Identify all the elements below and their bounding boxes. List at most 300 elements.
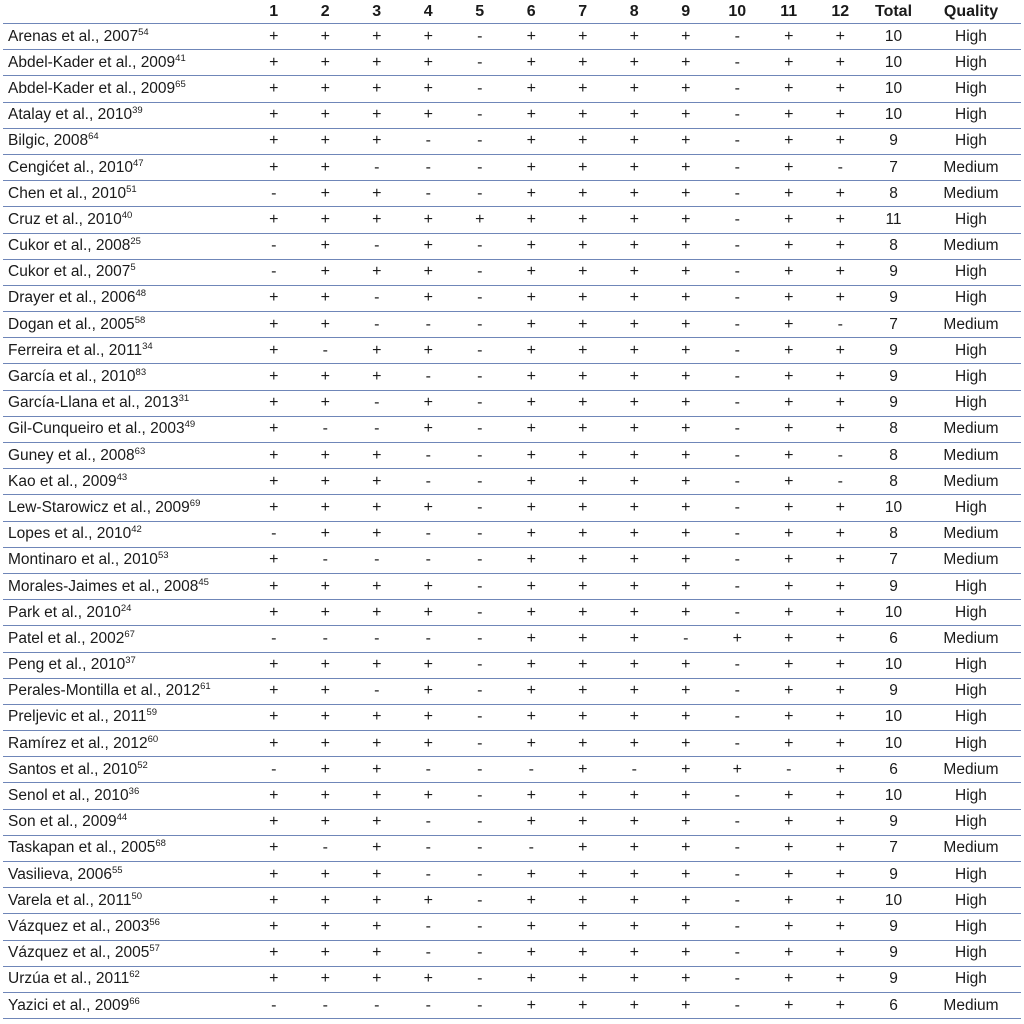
- criterion-mark: +: [248, 835, 300, 861]
- table-row: [3, 50, 1021, 76]
- study-cell: [3, 521, 248, 547]
- criterion-mark: +: [609, 966, 661, 992]
- criterion-mark: +: [506, 181, 558, 207]
- criterion-mark: +: [609, 652, 661, 678]
- criterion-mark: -: [454, 469, 506, 495]
- criterion-mark: -: [351, 547, 403, 573]
- criterion-mark: -: [351, 154, 403, 180]
- criterion-mark: +: [815, 573, 867, 599]
- criterion-mark: -: [403, 626, 455, 652]
- criterion-mark: -: [403, 521, 455, 547]
- criterion-mark: +: [557, 547, 609, 573]
- criterion-mark: +: [815, 128, 867, 154]
- criterion-mark: +: [351, 835, 403, 861]
- criterion-mark: +: [660, 678, 712, 704]
- quality-rating: High: [921, 128, 1021, 154]
- column-header: 3: [351, 0, 403, 24]
- criterion-mark: +: [300, 521, 352, 547]
- criterion-mark: +: [403, 731, 455, 757]
- criterion-mark: +: [763, 338, 815, 364]
- total-score: 10: [866, 888, 921, 914]
- criterion-mark: +: [557, 364, 609, 390]
- total-score: 6: [866, 626, 921, 652]
- study-author: Park et al., 2010: [8, 603, 121, 621]
- total-score: 7: [866, 312, 921, 338]
- criterion-mark: -: [403, 443, 455, 469]
- table-row: [3, 914, 1021, 940]
- criterion-mark: +: [300, 259, 352, 285]
- quality-rating: High: [921, 914, 1021, 940]
- criterion-mark: -: [712, 547, 764, 573]
- total-score: 9: [866, 128, 921, 154]
- criterion-mark: +: [300, 573, 352, 599]
- criterion-mark: -: [712, 783, 764, 809]
- study-author: Chen et al., 2010: [8, 184, 127, 202]
- quality-rating: High: [921, 338, 1021, 364]
- criterion-mark: +: [609, 469, 661, 495]
- criterion-mark: +: [403, 233, 455, 259]
- criterion-mark: -: [248, 626, 300, 652]
- criterion-mark: +: [351, 259, 403, 285]
- total-score: 9: [866, 809, 921, 835]
- criterion-mark: +: [300, 809, 352, 835]
- criterion-mark: +: [300, 128, 352, 154]
- criterion-mark: +: [248, 547, 300, 573]
- criterion-mark: +: [403, 704, 455, 730]
- total-score: 10: [866, 102, 921, 128]
- criterion-mark: +: [660, 416, 712, 442]
- criterion-mark: +: [506, 809, 558, 835]
- criterion-mark: +: [660, 783, 712, 809]
- criterion-mark: +: [609, 731, 661, 757]
- criterion-mark: -: [712, 992, 764, 1018]
- criterion-mark: +: [557, 626, 609, 652]
- criterion-mark: +: [351, 24, 403, 50]
- criterion-mark: +: [763, 652, 815, 678]
- criterion-mark: -: [712, 285, 764, 311]
- reference-number: 42: [131, 524, 142, 536]
- criterion-mark: +: [815, 338, 867, 364]
- criterion-mark: +: [609, 154, 661, 180]
- reference-number: 52: [137, 759, 148, 771]
- criterion-mark: +: [557, 50, 609, 76]
- criterion-mark: +: [660, 862, 712, 888]
- criterion-mark: +: [248, 914, 300, 940]
- total-score: 7: [866, 547, 921, 573]
- criterion-mark: +: [609, 678, 661, 704]
- criterion-mark: -: [712, 76, 764, 102]
- criterion-mark: +: [300, 731, 352, 757]
- criterion-mark: +: [815, 50, 867, 76]
- criterion-mark: -: [815, 154, 867, 180]
- criterion-mark: -: [454, 521, 506, 547]
- criterion-mark: +: [351, 207, 403, 233]
- quality-rating: Medium: [921, 312, 1021, 338]
- criterion-mark: -: [712, 731, 764, 757]
- criterion-mark: +: [506, 626, 558, 652]
- criterion-mark: +: [506, 914, 558, 940]
- criterion-mark: +: [248, 285, 300, 311]
- quality-rating: Medium: [921, 626, 1021, 652]
- criterion-mark: +: [763, 416, 815, 442]
- total-score: 8: [866, 233, 921, 259]
- criterion-mark: -: [454, 783, 506, 809]
- table-row: [3, 338, 1021, 364]
- reference-number: 63: [134, 445, 146, 457]
- study-author: Ramírez et al., 2012: [8, 734, 148, 752]
- criterion-mark: -: [712, 338, 764, 364]
- study-cell: [3, 154, 248, 180]
- reference-number: 62: [129, 969, 140, 981]
- table-row: [3, 573, 1021, 599]
- criterion-mark: -: [454, 652, 506, 678]
- study-author: Taskapan et al., 2005: [8, 839, 156, 857]
- criterion-mark: +: [506, 862, 558, 888]
- study-author: Santos et al., 2010: [8, 760, 138, 778]
- criterion-mark: +: [609, 940, 661, 966]
- total-score: 8: [866, 521, 921, 547]
- criterion-mark: +: [660, 992, 712, 1018]
- criterion-mark: +: [815, 390, 867, 416]
- criterion-mark: +: [609, 312, 661, 338]
- study-cell: [3, 128, 248, 154]
- criterion-mark: +: [506, 50, 558, 76]
- study-author: Dogan et al., 2005: [8, 315, 135, 333]
- criterion-mark: +: [557, 992, 609, 1018]
- criterion-mark: +: [557, 731, 609, 757]
- criterion-mark: +: [351, 181, 403, 207]
- criterion-mark: -: [403, 128, 455, 154]
- criterion-mark: +: [660, 207, 712, 233]
- total-score: 10: [866, 50, 921, 76]
- criterion-mark: +: [660, 102, 712, 128]
- criterion-mark: +: [248, 128, 300, 154]
- criterion-mark: +: [248, 312, 300, 338]
- criterion-mark: -: [712, 809, 764, 835]
- quality-rating: High: [921, 573, 1021, 599]
- criterion-mark: -: [454, 416, 506, 442]
- criterion-mark: +: [248, 678, 300, 704]
- criterion-mark: -: [609, 757, 661, 783]
- criterion-mark: -: [712, 416, 764, 442]
- criterion-mark: +: [403, 390, 455, 416]
- study-cell: [3, 888, 248, 914]
- criterion-mark: -: [248, 521, 300, 547]
- criterion-mark: -: [454, 181, 506, 207]
- criterion-mark: +: [557, 390, 609, 416]
- criterion-mark: +: [763, 940, 815, 966]
- table-row: [3, 233, 1021, 259]
- table-row: [3, 626, 1021, 652]
- criterion-mark: -: [454, 102, 506, 128]
- total-score: 9: [866, 364, 921, 390]
- criterion-mark: -: [403, 364, 455, 390]
- criterion-mark: -: [454, 966, 506, 992]
- criterion-mark: +: [248, 495, 300, 521]
- criterion-mark: +: [660, 547, 712, 573]
- criterion-mark: +: [248, 338, 300, 364]
- quality-rating: High: [921, 652, 1021, 678]
- criterion-mark: -: [454, 259, 506, 285]
- total-score: 8: [866, 443, 921, 469]
- study-author: Drayer et al., 2006: [8, 289, 136, 307]
- table-row: [3, 181, 1021, 207]
- criterion-mark: +: [351, 731, 403, 757]
- criterion-mark: +: [660, 312, 712, 338]
- criterion-mark: +: [506, 573, 558, 599]
- criterion-mark: -: [300, 835, 352, 861]
- study-author: Bilgic, 2008: [8, 132, 89, 150]
- criterion-mark: +: [506, 102, 558, 128]
- criterion-mark: +: [609, 259, 661, 285]
- study-cell: [3, 809, 248, 835]
- reference-number: 58: [134, 314, 146, 326]
- criterion-mark: +: [248, 207, 300, 233]
- criterion-mark: +: [763, 783, 815, 809]
- criterion-mark: +: [506, 390, 558, 416]
- criterion-mark: +: [300, 652, 352, 678]
- criterion-mark: +: [403, 285, 455, 311]
- study-author: Atalay et al., 2010: [8, 106, 133, 124]
- study-cell: [3, 547, 248, 573]
- criterion-mark: +: [506, 678, 558, 704]
- study-cell: [3, 626, 248, 652]
- criterion-mark: +: [763, 547, 815, 573]
- criterion-mark: +: [557, 128, 609, 154]
- criterion-mark: -: [712, 128, 764, 154]
- criterion-mark: +: [609, 338, 661, 364]
- criterion-mark: +: [248, 731, 300, 757]
- table-row: [3, 102, 1021, 128]
- criterion-mark: +: [763, 809, 815, 835]
- table-row: [3, 862, 1021, 888]
- criterion-mark: +: [403, 678, 455, 704]
- criterion-mark: +: [557, 233, 609, 259]
- column-header: 1: [248, 0, 300, 24]
- table-row: [3, 128, 1021, 154]
- criterion-mark: -: [300, 626, 352, 652]
- criterion-mark: +: [815, 731, 867, 757]
- criterion-mark: +: [609, 862, 661, 888]
- criterion-mark: +: [609, 600, 661, 626]
- criterion-mark: +: [351, 940, 403, 966]
- criterion-mark: +: [351, 966, 403, 992]
- criterion-mark: +: [763, 521, 815, 547]
- criterion-mark: +: [763, 154, 815, 180]
- table-row: [3, 76, 1021, 102]
- quality-rating: High: [921, 207, 1021, 233]
- column-header: 12: [815, 0, 867, 24]
- study-cell: [3, 207, 248, 233]
- table-row: [3, 731, 1021, 757]
- criterion-mark: +: [609, 24, 661, 50]
- reference-number: 65: [175, 78, 186, 90]
- table-row: [3, 678, 1021, 704]
- criterion-mark: +: [351, 783, 403, 809]
- criterion-mark: +: [506, 207, 558, 233]
- criterion-mark: +: [609, 626, 661, 652]
- criterion-mark: +: [763, 259, 815, 285]
- criterion-mark: -: [300, 547, 352, 573]
- criterion-mark: +: [557, 940, 609, 966]
- criterion-mark: +: [454, 207, 506, 233]
- criterion-mark: +: [815, 783, 867, 809]
- criterion-mark: -: [454, 757, 506, 783]
- criterion-mark: +: [506, 495, 558, 521]
- study-cell: [3, 50, 248, 76]
- criterion-mark: +: [815, 626, 867, 652]
- criterion-mark: -: [712, 652, 764, 678]
- criterion-mark: +: [763, 573, 815, 599]
- criterion-mark: +: [609, 416, 661, 442]
- criterion-mark: +: [248, 888, 300, 914]
- study-cell: [3, 390, 248, 416]
- study-author: Cukor et al., 2008: [8, 237, 131, 255]
- quality-rating: High: [921, 76, 1021, 102]
- quality-rating: Medium: [921, 416, 1021, 442]
- criterion-mark: +: [300, 495, 352, 521]
- study-cell: [3, 364, 248, 390]
- criterion-mark: +: [557, 416, 609, 442]
- total-score: 9: [866, 338, 921, 364]
- criterion-mark: -: [403, 940, 455, 966]
- criterion-mark: -: [712, 862, 764, 888]
- criterion-mark: -: [454, 573, 506, 599]
- criterion-mark: +: [300, 940, 352, 966]
- reference-number: 25: [130, 236, 141, 248]
- criterion-mark: +: [763, 233, 815, 259]
- criterion-mark: -: [248, 757, 300, 783]
- column-header: 9: [660, 0, 712, 24]
- table-row: [3, 443, 1021, 469]
- reference-number: 39: [132, 105, 143, 117]
- criterion-mark: +: [609, 547, 661, 573]
- table-row: [3, 783, 1021, 809]
- criterion-mark: -: [248, 992, 300, 1018]
- total-score: 9: [866, 285, 921, 311]
- study-author: Montinaro et al., 2010: [8, 551, 158, 569]
- reference-number: 47: [132, 157, 144, 169]
- column-header: 7: [557, 0, 609, 24]
- criterion-mark: +: [248, 154, 300, 180]
- total-score: 10: [866, 783, 921, 809]
- criterion-mark: +: [351, 704, 403, 730]
- criterion-mark: +: [763, 128, 815, 154]
- criterion-mark: +: [815, 835, 867, 861]
- quality-rating: Medium: [921, 443, 1021, 469]
- table-row: [3, 24, 1021, 50]
- total-score: 10: [866, 24, 921, 50]
- criterion-mark: +: [609, 914, 661, 940]
- criterion-mark: +: [300, 181, 352, 207]
- criterion-mark: +: [763, 862, 815, 888]
- study-cell: [3, 102, 248, 128]
- quality-rating: Medium: [921, 181, 1021, 207]
- criterion-mark: +: [763, 704, 815, 730]
- criterion-mark: -: [351, 233, 403, 259]
- study-cell: [3, 835, 248, 861]
- criterion-mark: +: [763, 443, 815, 469]
- study-author: Gil-Cunqueiro et al., 2003: [8, 420, 185, 438]
- criterion-mark: +: [660, 469, 712, 495]
- criterion-mark: +: [815, 992, 867, 1018]
- criterion-mark: +: [300, 102, 352, 128]
- criterion-mark: +: [248, 940, 300, 966]
- criterion-mark: +: [403, 652, 455, 678]
- criterion-mark: +: [248, 416, 300, 442]
- criterion-mark: -: [454, 626, 506, 652]
- quality-column-header: Quality: [921, 0, 1021, 24]
- quality-rating: Medium: [921, 835, 1021, 861]
- study-author: Cukor et al., 2007: [8, 263, 131, 281]
- criterion-mark: +: [351, 443, 403, 469]
- study-cell: [3, 233, 248, 259]
- criterion-mark: +: [609, 495, 661, 521]
- criterion-mark: -: [454, 914, 506, 940]
- reference-number: 64: [88, 131, 99, 143]
- criterion-mark: +: [506, 76, 558, 102]
- criterion-mark: +: [351, 128, 403, 154]
- criterion-mark: -: [763, 757, 815, 783]
- criterion-mark: +: [300, 443, 352, 469]
- table-row: [3, 390, 1021, 416]
- criterion-mark: +: [660, 521, 712, 547]
- study-author: Vázquez et al., 2005: [8, 944, 150, 962]
- criterion-mark: +: [403, 573, 455, 599]
- quality-rating: High: [921, 102, 1021, 128]
- criterion-mark: +: [403, 207, 455, 233]
- criterion-mark: -: [248, 181, 300, 207]
- criterion-mark: -: [454, 364, 506, 390]
- criterion-mark: +: [660, 443, 712, 469]
- total-score: 7: [866, 835, 921, 861]
- reference-number: 83: [135, 367, 147, 379]
- study-author: Patel et al., 2002: [8, 629, 125, 647]
- criterion-mark: -: [712, 573, 764, 599]
- criterion-mark: +: [609, 521, 661, 547]
- total-score: 8: [866, 469, 921, 495]
- quality-rating: High: [921, 704, 1021, 730]
- criterion-mark: +: [557, 809, 609, 835]
- study-cell: [3, 76, 248, 102]
- column-header: 6: [506, 0, 558, 24]
- study-cell: [3, 652, 248, 678]
- criterion-mark: +: [763, 207, 815, 233]
- criterion-mark: -: [712, 835, 764, 861]
- criterion-mark: +: [763, 24, 815, 50]
- criterion-mark: +: [660, 652, 712, 678]
- criterion-mark: +: [815, 207, 867, 233]
- criterion-mark: +: [403, 416, 455, 442]
- criterion-mark: +: [300, 888, 352, 914]
- total-score: 11: [866, 207, 921, 233]
- criterion-mark: +: [506, 600, 558, 626]
- reference-number: 66: [129, 995, 140, 1007]
- total-score: 6: [866, 992, 921, 1018]
- total-score: 8: [866, 181, 921, 207]
- criterion-mark: -: [454, 992, 506, 1018]
- quality-rating: High: [921, 940, 1021, 966]
- study-cell: [3, 443, 248, 469]
- criterion-mark: +: [557, 24, 609, 50]
- reference-number: 31: [178, 393, 190, 405]
- criterion-mark: -: [351, 992, 403, 1018]
- criterion-mark: +: [609, 443, 661, 469]
- criterion-mark: +: [660, 285, 712, 311]
- criterion-mark: +: [609, 992, 661, 1018]
- criterion-mark: +: [815, 678, 867, 704]
- criterion-mark: -: [403, 469, 455, 495]
